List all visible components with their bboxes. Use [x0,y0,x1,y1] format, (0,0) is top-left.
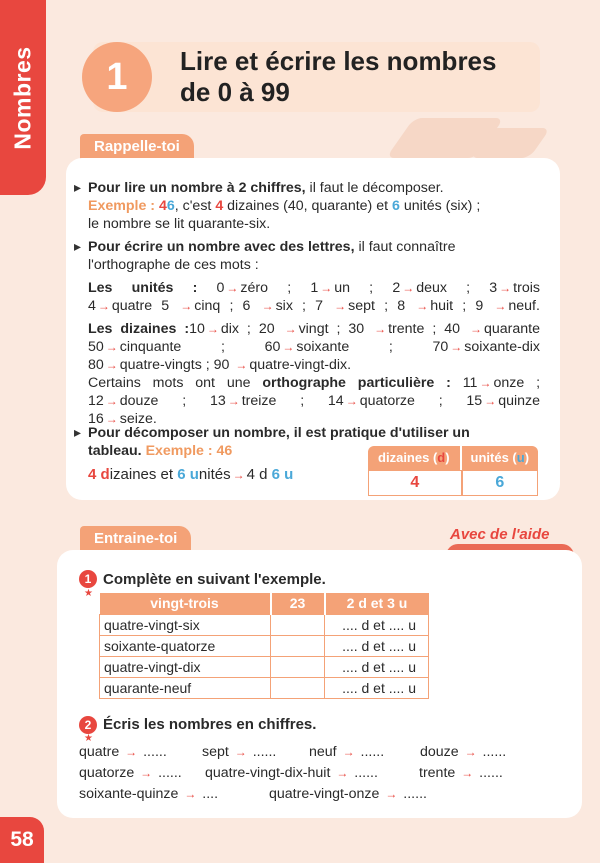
place-value-table [368,446,538,496]
lesson-number-badge: 1 [82,42,152,112]
arrow-icon: → [494,299,507,313]
rule-write: ▸ Pour écrire un nombre avec des lettres, il faut connaître l'orthographe de ces mots : Les unités : 0 → zéro ; 1 → un ; 2 → deux ; 3 → trois 4 → quatre 5 → cinq ; 6 → six ; 7 → sept ; 8 → huit ; 9 → neuf. Les dizaines :10 → dix ; 20 → vingt ; 30 → trente ; 40 → quarante 50 → cinquante ; 60 → soixante ; 70 → soixante-dix 80 → quatre-vingts ; 90 → quatre-vingt-dix. Certains mots ont une orthographe particulière : 11 → onze ; 12 → douze ; 13 → treize ; 14 → quatorze ; 15 → quinze 16 → seize. [88,238,540,428]
arrow-icon: → [342,745,355,759]
ex2-item[interactable]: sept → ...... [202,744,277,760]
ex2-item[interactable]: neuf → ...... [309,744,385,760]
exercise-card [57,550,582,818]
table-row: soixante-quatorze .... d et .... u [100,635,429,656]
table-row: quarante-neuf .... d et .... u [100,677,429,698]
arrow-icon: → [282,340,295,354]
arrow-icon: → [261,299,274,313]
arrow-icon: → [402,281,415,295]
section-tab-label: Nombres [9,46,36,150]
arrow-icon: → [464,745,477,759]
title-line-2: de 0 à 99 [180,77,290,107]
tens-value: 4 [368,470,462,496]
units-line-2: 4 → quatre 5 → cinq ; 6 → six ; 7 → sept ; 8 → huit ; 9 → neuf. [88,298,540,314]
arrow-icon: → [416,299,429,313]
answer-cell[interactable] [271,656,325,677]
page-number: 58 [0,817,44,863]
arrow-icon: → [461,766,474,780]
arrow-icon: → [284,322,297,336]
arrow-icon: → [345,394,358,408]
special-line-3: 16 → seize. [88,411,157,427]
table-row: quatre-vingt-dix .... d et .... u [100,656,429,677]
arrow-icon: → [450,340,463,354]
exercise-2-title: Écris les nombres en chiffres. [103,716,317,733]
rule-read: ▸ Pour lire un nombre à 2 chiffres, il faut le décomposer. Exemple : 46, c'est 4 dizaines (40, quarante) et 6 unités (six) ; le nombre se lit quarante-six. [88,179,540,233]
ex2-item[interactable]: quatre-vingt-dix-huit → ...... [205,765,378,781]
tens-line-1: Les dizaines :10 → dix ; 20 → vingt ; 30 → trente ; 40 → quarante [88,321,540,337]
arrow-icon: → [385,787,398,801]
arrow-icon: → [105,412,118,426]
tens-line-3: 80 → quatre-vingts ; 90 → quatre-vingt-dix. [88,357,352,373]
tens-header: dizaines (d) [368,446,462,470]
star-icon: ★ [84,588,93,599]
arrow-icon: → [105,340,118,354]
units-header: unités (u) [462,446,538,470]
exercise-2-badge: 2 [79,716,97,734]
title-line-1: Lire et écrire les nombres [180,46,497,76]
answer-cell[interactable] [271,677,325,698]
table-row: quatre-vingt-six .... d et .... u [100,614,429,635]
arrow-icon: → [499,281,512,295]
tens-line-2: 50 → cinquante ; 60 → soixante ; 70 → soixante-dix [88,339,540,355]
ex2-item[interactable]: quatorze → ...... [79,765,182,781]
answer-cell[interactable] [271,614,325,635]
units-line-1: Les unités : 0 → zéro ; 1 → un ; 2 → deux ; 3 → trois [88,280,540,296]
ex2-item[interactable]: soixante-quinze → .... [79,786,219,802]
arrow-icon: → [232,468,245,482]
section-tab [0,0,46,195]
rappel-label: Rappelle-toi [80,134,194,159]
ex2-item[interactable]: quatre → ...... [79,744,167,760]
answer-cell[interactable] [271,635,325,656]
star-icon: ★ [84,733,93,744]
arrow-icon: → [484,394,497,408]
arrow-icon: → [180,299,193,313]
arrow-icon: → [105,358,118,372]
arrow-icon: → [234,745,247,759]
arrow-icon: → [235,358,248,372]
arrow-icon: → [227,394,240,408]
entraine-label: Entraine-toi [80,526,191,551]
exercise-1-table: vingt-trois 23 2 d et 3 u quatre-vingt-six .... d et .... u soixante-quatorze .... d et .... u quatre-vingt-dix .... d et .... u quarante-neuf .... d et .... u [99,593,429,699]
arrow-icon: → [184,787,197,801]
arrow-icon: → [226,281,239,295]
arrow-icon: → [479,376,492,390]
ex2-item[interactable]: trente → ...... [419,765,503,781]
page-title [180,46,496,108]
ex2-item[interactable]: douze → ...... [420,744,507,760]
exercise-1-title: Complète en suivant l'exemple. [103,571,326,588]
arrow-icon: → [206,322,219,336]
rappel-card [66,158,560,500]
arrow-icon: → [334,299,347,313]
arrow-icon: → [97,299,110,313]
rule-decompose: ▸ Pour décomposer un nombre, il est pratique d'utiliser un tableau. Exemple : 46 4 dizaines et 6 unités → 4 d 6 u [88,424,540,484]
arrow-icon: → [320,281,333,295]
special-line-2: 12 → douze ; 13 → treize ; 14 → quatorze ; 15 → quinze [88,393,541,409]
help-title: Avec de l'aide [450,526,550,543]
exercise-1-badge: 1 [79,570,97,588]
arrow-icon: → [140,766,153,780]
arrow-icon: → [105,394,118,408]
arrow-icon: → [336,766,349,780]
arrow-icon: → [374,322,387,336]
ex2-item[interactable]: quatre-vingt-onze → ...... [269,786,427,802]
special-line-1: Certains mots ont une orthographe particulière : 11 → onze ; [88,375,541,391]
arrow-icon: → [469,322,482,336]
arrow-icon: → [125,745,138,759]
units-value: 6 [462,470,538,496]
